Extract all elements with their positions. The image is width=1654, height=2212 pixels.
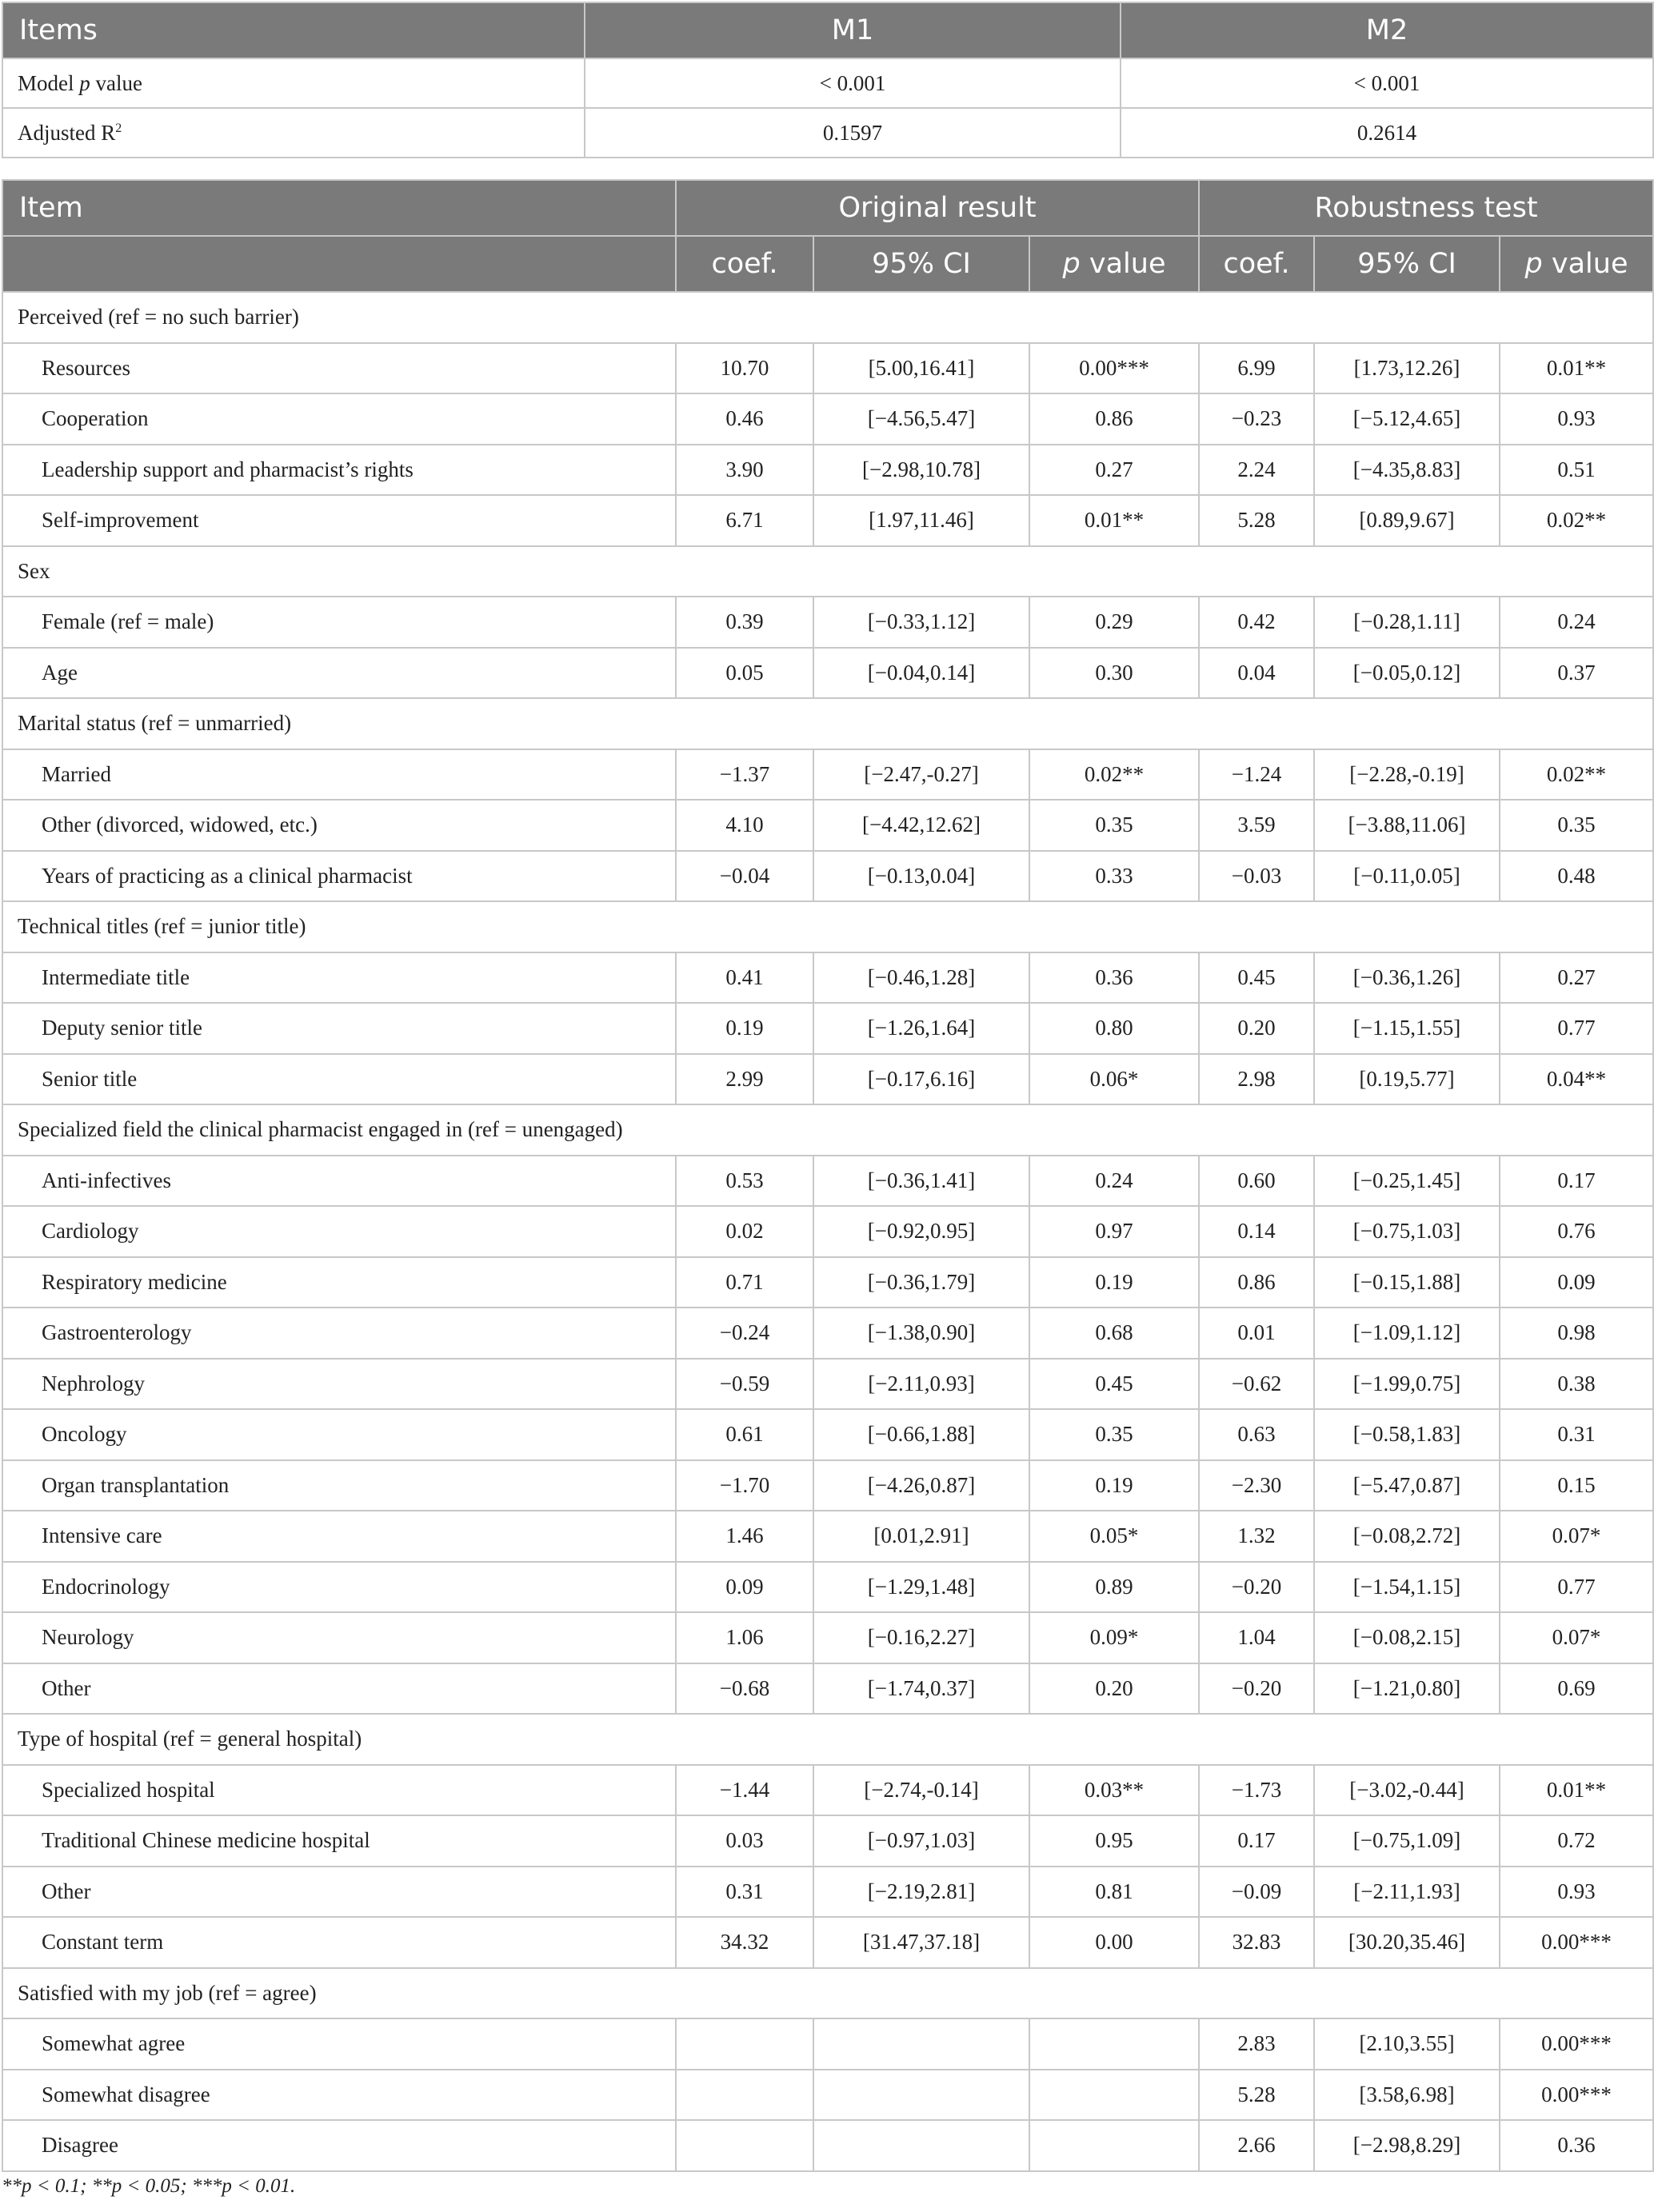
coef-robust: 5.28 [1199, 495, 1314, 546]
ci-original: [−4.42,12.62] [813, 800, 1029, 851]
header-ci-robust: 95% CI [1314, 236, 1500, 292]
p-value-robust: 0.02** [1500, 495, 1653, 546]
summary-m1-value: < 0.001 [585, 58, 1121, 108]
summary-header-m2: M2 [1121, 2, 1653, 58]
coef-robust: 0.01 [1199, 1308, 1314, 1359]
section-label: Marital status (ref = unmarried) [2, 698, 1653, 749]
row-label: Nephrology [2, 1359, 676, 1410]
coef-robust: 0.14 [1199, 1206, 1314, 1257]
ci-robust: [−1.09,1.12] [1314, 1308, 1500, 1359]
p-value-original: 0.24 [1029, 1156, 1199, 1207]
row-label: Constant term [2, 1917, 676, 1968]
p-value-original [1029, 2070, 1199, 2121]
coef-robust: −0.62 [1199, 1359, 1314, 1410]
coef-original: 0.02 [676, 1206, 813, 1257]
p-value-robust: 0.76 [1500, 1206, 1653, 1257]
p-value-original: 0.03** [1029, 1765, 1199, 1816]
sub-header-row [2, 236, 1653, 292]
coef-robust: 0.04 [1199, 648, 1314, 699]
row-label: Intermediate title [2, 952, 676, 1004]
label-part: value [90, 70, 142, 95]
coef-original: 0.61 [676, 1409, 813, 1460]
coef-original: 2.99 [676, 1054, 813, 1105]
ci-robust: [30.20,35.46] [1314, 1917, 1500, 1968]
regression-table [2, 179, 1654, 2172]
ci-original: [−4.26,0.87] [813, 1460, 1029, 1511]
header-p-italic: p [1524, 248, 1543, 280]
section-label: Satisfied with my job (ref = agree) [2, 1968, 1653, 2019]
row-label: Specialized hospital [2, 1765, 676, 1816]
model-summary-table [2, 2, 1654, 158]
row-label: Other [2, 1663, 676, 1715]
coef-robust: −1.73 [1199, 1765, 1314, 1816]
table-row [2, 1257, 1653, 1308]
table-row [2, 1308, 1653, 1359]
ci-original: [−0.36,1.41] [813, 1156, 1029, 1207]
ci-original: [−0.16,2.27] [813, 1612, 1029, 1663]
header-robustness-test: Robustness test [1199, 180, 1653, 236]
coef-robust: 5.28 [1199, 2070, 1314, 2121]
coef-original: −0.24 [676, 1308, 813, 1359]
coef-original: 34.32 [676, 1917, 813, 1968]
ci-robust: [−0.15,1.88] [1314, 1257, 1500, 1308]
summary-m2-value: 0.2614 [1121, 108, 1653, 158]
header-p-robust [1500, 236, 1653, 292]
p-value-original: 0.30 [1029, 648, 1199, 699]
row-label: Cardiology [2, 1206, 676, 1257]
table-row [2, 648, 1653, 699]
p-value-original: 0.35 [1029, 800, 1199, 851]
p-value-robust: 0.38 [1500, 1359, 1653, 1410]
ci-robust: [−2.11,1.93] [1314, 1867, 1500, 1918]
p-value-robust: 0.15 [1500, 1460, 1653, 1511]
section-row [2, 546, 1653, 597]
coef-robust: −0.09 [1199, 1867, 1314, 1918]
p-value-robust: 0.48 [1500, 851, 1653, 902]
section-label: Specialized field the clinical pharmacist engaged in (ref = unengaged) [2, 1104, 1653, 1156]
ci-robust: [1.73,12.26] [1314, 343, 1500, 394]
ci-robust: [3.58,6.98] [1314, 2070, 1500, 2121]
table-row [2, 2120, 1653, 2171]
p-value-original: 0.80 [1029, 1003, 1199, 1054]
coef-original: 1.46 [676, 1511, 813, 1562]
ci-robust: [−0.75,1.03] [1314, 1206, 1500, 1257]
table-row [2, 952, 1653, 1004]
ci-robust: [−3.88,11.06] [1314, 800, 1500, 851]
section-label: Type of hospital (ref = general hospital) [2, 1714, 1653, 1765]
table-row [2, 495, 1653, 546]
ci-original: [−0.97,1.03] [813, 1815, 1029, 1867]
ci-robust: [−1.54,1.15] [1314, 1562, 1500, 1613]
p-value-robust: 0.31 [1500, 1409, 1653, 1460]
summary-row-model-p [2, 58, 1653, 108]
row-label: Traditional Chinese medicine hospital [2, 1815, 676, 1867]
table-row [2, 1156, 1653, 1207]
p-value-robust: 0.36 [1500, 2120, 1653, 2171]
p-value-original: 0.06* [1029, 1054, 1199, 1105]
p-value-robust: 0.07* [1500, 1612, 1653, 1663]
row-label: Respiratory medicine [2, 1257, 676, 1308]
table-row [2, 1917, 1653, 1968]
row-label: Endocrinology [2, 1562, 676, 1613]
section-label: Technical titles (ref = junior title) [2, 901, 1653, 952]
row-label: Anti-infectives [2, 1156, 676, 1207]
table-row [2, 2018, 1653, 2070]
p-value-robust: 0.00*** [1500, 2070, 1653, 2121]
coef-original: 0.39 [676, 597, 813, 648]
section-label: Perceived (ref = no such barrier) [2, 292, 1653, 343]
coef-robust: −0.20 [1199, 1663, 1314, 1715]
header-item-blank [2, 236, 676, 292]
summary-m2-value: < 0.001 [1121, 58, 1653, 108]
ci-robust: [−1.99,0.75] [1314, 1359, 1500, 1410]
ci-robust: [−2.98,8.29] [1314, 2120, 1500, 2171]
header-item: Item [2, 180, 676, 236]
coef-robust: 0.45 [1199, 952, 1314, 1004]
row-label: Married [2, 749, 676, 801]
p-value-original: 0.95 [1029, 1815, 1199, 1867]
table-row [2, 393, 1653, 445]
row-label: Leadership support and pharmacist’s rights [2, 445, 676, 496]
p-value-original: 0.35 [1029, 1409, 1199, 1460]
ci-robust: [−1.15,1.55] [1314, 1003, 1500, 1054]
coef-robust: −0.03 [1199, 851, 1314, 902]
ci-robust: [−0.75,1.09] [1314, 1815, 1500, 1867]
coef-robust: 1.04 [1199, 1612, 1314, 1663]
coef-original: 10.70 [676, 343, 813, 394]
coef-robust: −0.23 [1199, 393, 1314, 445]
p-value-robust: 0.93 [1500, 1867, 1653, 1918]
coef-robust: 32.83 [1199, 1917, 1314, 1968]
ci-robust: [−0.08,2.72] [1314, 1511, 1500, 1562]
table-row [2, 1562, 1653, 1613]
p-value-original: 0.81 [1029, 1867, 1199, 1918]
ci-original: [−0.17,6.16] [813, 1054, 1029, 1105]
p-value-original: 0.86 [1029, 393, 1199, 445]
section-row [2, 1714, 1653, 1765]
coef-original [676, 2018, 813, 2070]
coef-original: 3.90 [676, 445, 813, 496]
table-row [2, 1409, 1653, 1460]
p-value-robust: 0.07* [1500, 1511, 1653, 1562]
ci-robust: [−0.58,1.83] [1314, 1409, 1500, 1460]
p-value-original: 0.20 [1029, 1663, 1199, 1715]
ci-original: [−0.33,1.12] [813, 597, 1029, 648]
ci-robust: [−0.25,1.45] [1314, 1156, 1500, 1207]
coef-robust: 2.83 [1199, 2018, 1314, 2070]
ci-original: [0.01,2.91] [813, 1511, 1029, 1562]
ci-original: [−2.47,-0.27] [813, 749, 1029, 801]
p-value-original: 0.45 [1029, 1359, 1199, 1410]
footnote: **p < 0.1; **p < 0.05; ***p < 0.01. [2, 2175, 296, 2197]
coef-original: 4.10 [676, 800, 813, 851]
table-row [2, 343, 1653, 394]
p-value-original: 0.89 [1029, 1562, 1199, 1613]
ci-original: [−1.29,1.48] [813, 1562, 1029, 1613]
row-label: Female (ref = male) [2, 597, 676, 648]
ci-original: [−2.98,10.78] [813, 445, 1029, 496]
p-value-original: 0.09* [1029, 1612, 1199, 1663]
table-row [2, 1054, 1653, 1105]
coef-robust: 0.60 [1199, 1156, 1314, 1207]
header-p-rest: value [1080, 248, 1166, 280]
p-value-original: 0.27 [1029, 445, 1199, 496]
p-value-robust: 0.02** [1500, 749, 1653, 801]
coef-robust: 0.86 [1199, 1257, 1314, 1308]
label-part: Adjusted R [18, 120, 116, 145]
row-label: Senior title [2, 1054, 676, 1105]
ci-robust: [−0.28,1.11] [1314, 597, 1500, 648]
coef-original [676, 2120, 813, 2171]
row-label: Organ transplantation [2, 1460, 676, 1511]
coef-original: 0.19 [676, 1003, 813, 1054]
row-label: Years of practicing as a clinical pharmacist [2, 851, 676, 902]
p-value-original: 0.00 [1029, 1917, 1199, 1968]
ci-robust: [−0.05,0.12] [1314, 648, 1500, 699]
ci-original: [−2.74,-0.14] [813, 1765, 1029, 1816]
ci-robust: [−1.21,0.80] [1314, 1663, 1500, 1715]
p-value-original: 0.29 [1029, 597, 1199, 648]
section-row [2, 1968, 1653, 2019]
main-header-row [2, 180, 1653, 236]
p-value-robust: 0.27 [1500, 952, 1653, 1004]
coef-original: −1.37 [676, 749, 813, 801]
coef-robust: 6.99 [1199, 343, 1314, 394]
row-label: Disagree [2, 2120, 676, 2171]
coef-robust: 0.17 [1199, 1815, 1314, 1867]
coef-original: 0.05 [676, 648, 813, 699]
summary-header-items: Items [2, 2, 585, 58]
ci-robust: [2.10,3.55] [1314, 2018, 1500, 2070]
ci-robust: [−0.36,1.26] [1314, 952, 1500, 1004]
summary-row-adjusted-r2 [2, 108, 1653, 158]
p-value-original: 0.01** [1029, 495, 1199, 546]
header-p-original [1029, 236, 1199, 292]
p-value-robust: 0.37 [1500, 648, 1653, 699]
coef-robust: −1.24 [1199, 749, 1314, 801]
ci-robust: [−5.47,0.87] [1314, 1460, 1500, 1511]
coef-original: 0.41 [676, 952, 813, 1004]
header-ci-original: 95% CI [813, 236, 1029, 292]
coef-original: 6.71 [676, 495, 813, 546]
coef-original [676, 2070, 813, 2121]
coef-original: 1.06 [676, 1612, 813, 1663]
p-value-original: 0.33 [1029, 851, 1199, 902]
coef-robust: −0.20 [1199, 1562, 1314, 1613]
table-row [2, 851, 1653, 902]
ci-robust: [−0.08,2.15] [1314, 1612, 1500, 1663]
p-value-original: 0.97 [1029, 1206, 1199, 1257]
coef-robust: 2.66 [1199, 2120, 1314, 2171]
p-value-robust: 0.51 [1500, 445, 1653, 496]
p-value-robust: 0.98 [1500, 1308, 1653, 1359]
p-value-original: 0.00*** [1029, 343, 1199, 394]
ci-original: [5.00,16.41] [813, 343, 1029, 394]
section-row [2, 901, 1653, 952]
p-value-robust: 0.04** [1500, 1054, 1653, 1105]
coef-robust: 0.20 [1199, 1003, 1314, 1054]
table-row [2, 1206, 1653, 1257]
p-value-robust: 0.24 [1500, 597, 1653, 648]
ci-robust: [−3.02,-0.44] [1314, 1765, 1500, 1816]
p-value-original: 0.68 [1029, 1308, 1199, 1359]
p-value-original: 0.19 [1029, 1257, 1199, 1308]
ci-original: [31.47,37.18] [813, 1917, 1029, 1968]
header-coef-robust: coef. [1199, 236, 1314, 292]
ci-original: [1.97,11.46] [813, 495, 1029, 546]
coef-original: 0.09 [676, 1562, 813, 1613]
p-value-robust: 0.72 [1500, 1815, 1653, 1867]
table-row [2, 445, 1653, 496]
coef-robust: 0.42 [1199, 597, 1314, 648]
summary-label [2, 58, 585, 108]
table-row [2, 800, 1653, 851]
p-value-robust: 0.77 [1500, 1562, 1653, 1613]
p-value-robust: 0.77 [1500, 1003, 1653, 1054]
ci-original [813, 2120, 1029, 2171]
row-label: Self-improvement [2, 495, 676, 546]
summary-m1-value: 0.1597 [585, 108, 1121, 158]
label-superscript: 2 [115, 121, 122, 135]
p-value-original: 0.05* [1029, 1511, 1199, 1562]
ci-original: [−2.19,2.81] [813, 1867, 1029, 1918]
coef-original: 0.46 [676, 393, 813, 445]
coef-original: 0.71 [676, 1257, 813, 1308]
p-value-original [1029, 2120, 1199, 2171]
header-p-italic: p [1062, 248, 1081, 280]
table-row [2, 749, 1653, 801]
header-p-rest: value [1542, 248, 1628, 280]
summary-header-m1: M1 [585, 2, 1121, 58]
section-row [2, 292, 1653, 343]
coef-robust: 1.32 [1199, 1511, 1314, 1562]
table-row [2, 597, 1653, 648]
coef-robust: −2.30 [1199, 1460, 1314, 1511]
coef-original: 0.03 [676, 1815, 813, 1867]
ci-robust: [−4.35,8.83] [1314, 445, 1500, 496]
table-row [2, 1765, 1653, 1816]
section-row [2, 698, 1653, 749]
coef-original: −0.68 [676, 1663, 813, 1715]
table-row [2, 1003, 1653, 1054]
section-row [2, 1104, 1653, 1156]
ci-original: [−2.11,0.93] [813, 1359, 1029, 1410]
coef-original: 0.53 [676, 1156, 813, 1207]
table-row [2, 1612, 1653, 1663]
ci-robust: [−0.11,0.05] [1314, 851, 1500, 902]
ci-original [813, 2070, 1029, 2121]
table-row [2, 2070, 1653, 2121]
ci-original: [−1.26,1.64] [813, 1003, 1029, 1054]
ci-original: [−0.46,1.28] [813, 952, 1029, 1004]
ci-original: [−1.74,0.37] [813, 1663, 1029, 1715]
regression-table-body [2, 292, 1653, 2171]
row-label: Somewhat agree [2, 2018, 676, 2070]
coef-robust: 3.59 [1199, 800, 1314, 851]
label-part: Model [18, 70, 80, 95]
coef-robust: 2.98 [1199, 1054, 1314, 1105]
p-value-robust: 0.69 [1500, 1663, 1653, 1715]
ci-original [813, 2018, 1029, 2070]
table-row [2, 1867, 1653, 1918]
p-value-original: 0.02** [1029, 749, 1199, 801]
summary-label [2, 108, 585, 158]
p-value-robust: 0.00*** [1500, 2018, 1653, 2070]
row-label: Deputy senior title [2, 1003, 676, 1054]
coef-original: −1.44 [676, 1765, 813, 1816]
ci-robust: [−2.28,-0.19] [1314, 749, 1500, 801]
row-label: Oncology [2, 1409, 676, 1460]
ci-robust: [0.19,5.77] [1314, 1054, 1500, 1105]
p-value-original: 0.19 [1029, 1460, 1199, 1511]
table-row [2, 1663, 1653, 1715]
p-value-robust: 0.35 [1500, 800, 1653, 851]
ci-original: [−0.66,1.88] [813, 1409, 1029, 1460]
row-label: Age [2, 648, 676, 699]
coef-original: −0.59 [676, 1359, 813, 1410]
coef-original: −0.04 [676, 851, 813, 902]
p-value-robust: 0.17 [1500, 1156, 1653, 1207]
coef-original: −1.70 [676, 1460, 813, 1511]
coef-robust: 0.63 [1199, 1409, 1314, 1460]
table-row [2, 1359, 1653, 1410]
ci-original: [−0.13,0.04] [813, 851, 1029, 902]
p-value-original: 0.36 [1029, 952, 1199, 1004]
row-label: Somewhat disagree [2, 2070, 676, 2121]
row-label: Intensive care [2, 1511, 676, 1562]
ci-robust: [0.89,9.67] [1314, 495, 1500, 546]
row-label: Resources [2, 343, 676, 394]
row-label: Other (divorced, widowed, etc.) [2, 800, 676, 851]
section-label: Sex [2, 546, 1653, 597]
summary-header-row [2, 2, 1653, 58]
row-label: Neurology [2, 1612, 676, 1663]
row-label: Gastroenterology [2, 1308, 676, 1359]
coef-robust: 2.24 [1199, 445, 1314, 496]
p-value-robust: 0.00*** [1500, 1917, 1653, 1968]
ci-original: [−0.36,1.79] [813, 1257, 1029, 1308]
coef-original: 0.31 [676, 1867, 813, 1918]
ci-original: [−0.04,0.14] [813, 648, 1029, 699]
row-label: Cooperation [2, 393, 676, 445]
table-row [2, 1815, 1653, 1867]
ci-original: [−0.92,0.95] [813, 1206, 1029, 1257]
ci-robust: [−5.12,4.65] [1314, 393, 1500, 445]
label-italic-p: p [79, 70, 90, 95]
p-value-robust: 0.01** [1500, 343, 1653, 394]
p-value-robust: 0.93 [1500, 393, 1653, 445]
header-original-result: Original result [676, 180, 1199, 236]
p-value-original [1029, 2018, 1199, 2070]
row-label: Other [2, 1867, 676, 1918]
ci-original: [−4.56,5.47] [813, 393, 1029, 445]
table-row [2, 1511, 1653, 1562]
ci-original: [−1.38,0.90] [813, 1308, 1029, 1359]
p-value-robust: 0.09 [1500, 1257, 1653, 1308]
header-coef-original: coef. [676, 236, 813, 292]
table-row [2, 1460, 1653, 1511]
p-value-robust: 0.01** [1500, 1765, 1653, 1816]
